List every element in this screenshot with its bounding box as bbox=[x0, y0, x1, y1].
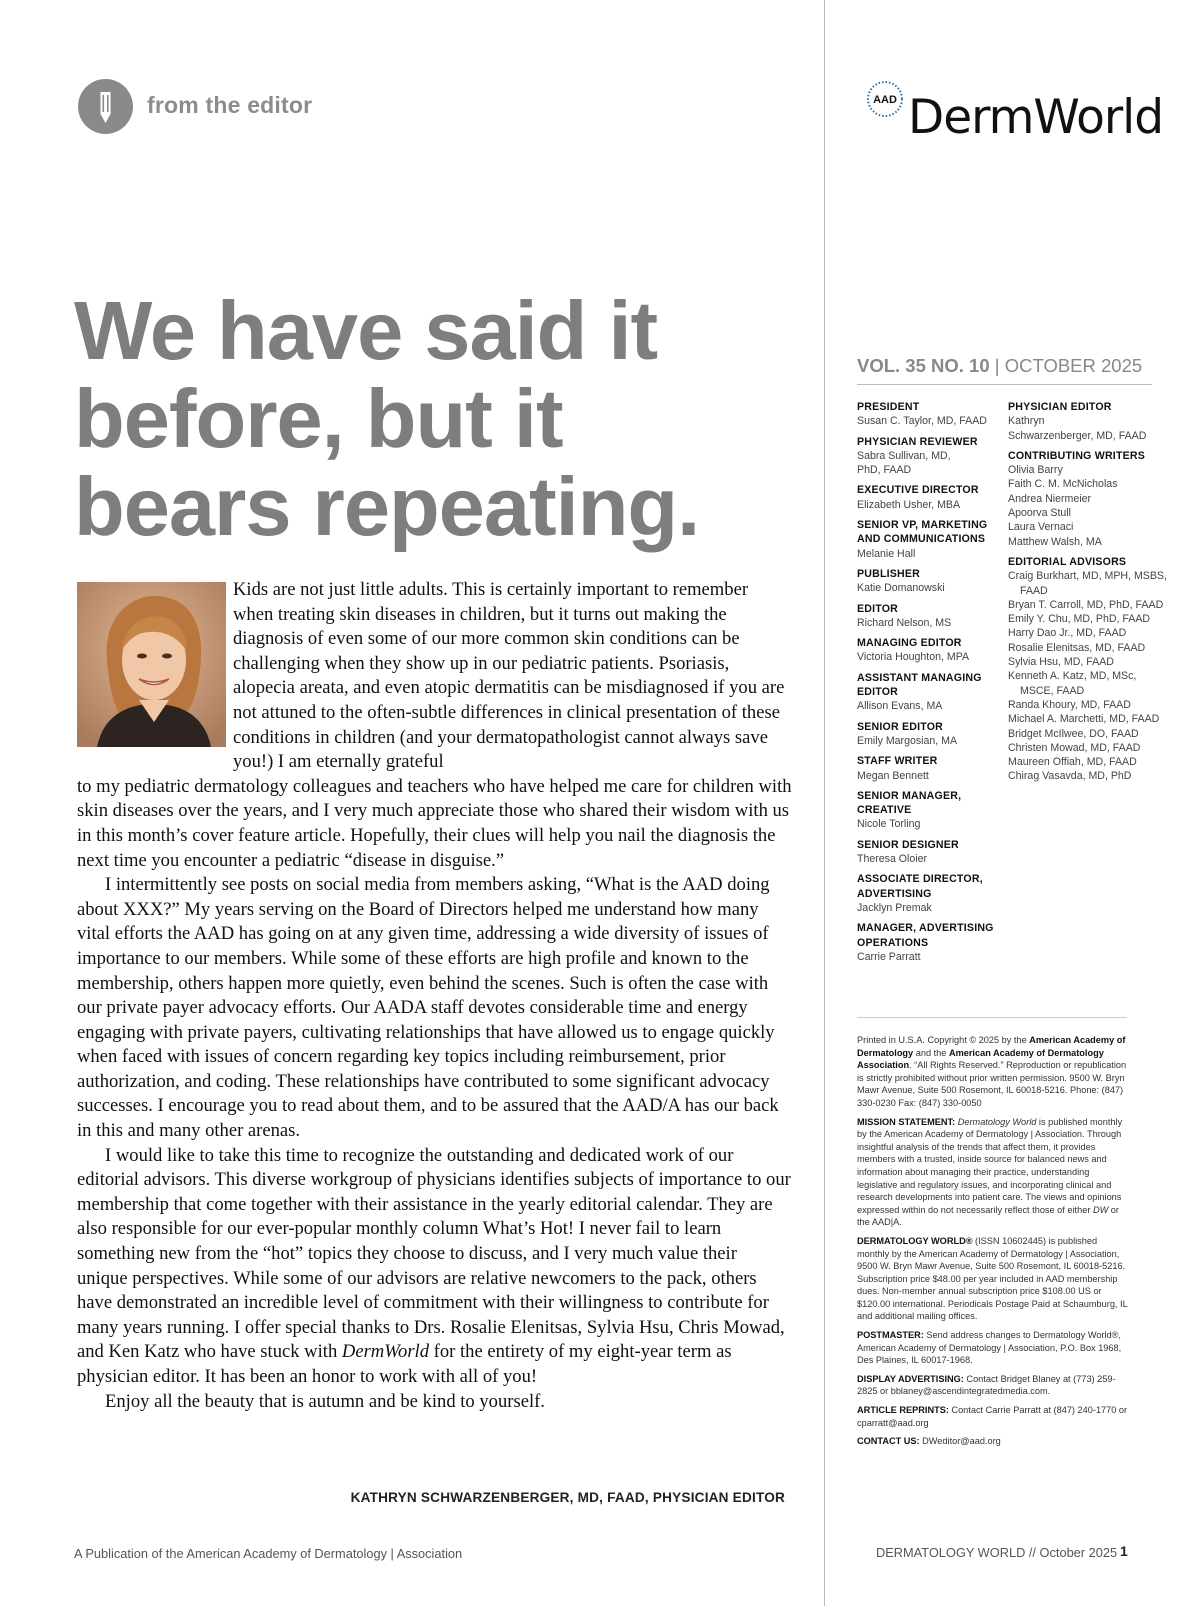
masthead-name: Michael A. Marchetti, MD, FAAD bbox=[1008, 713, 1160, 726]
section-label: from the editor bbox=[147, 92, 313, 118]
masthead-name: Sylvia Hsu, MD, FAAD bbox=[1008, 656, 1114, 669]
article-paragraph: Kids are not just little adults. This is certainly important to remember when treating skin diseases in children, but it turns out making the diagnosis of even some of our more common skin conditions can be challenging when they show up in our pediatric patients. Psoriasis, alopecia areata, and even atopic dermatitis can be misdiagnosed if you are not attuned to the often-subtle differences in clinical presentation of these conditions in children (and your dermatopathologist cannot always save you!) I am eternally grateful bbox=[233, 579, 785, 773]
masthead-name: Apoorva Stull bbox=[1008, 507, 1072, 520]
masthead-role: PUBLISHER bbox=[857, 567, 921, 580]
issue-line bbox=[857, 355, 1142, 377]
footer-issue: DERMATOLOGY WORLD // October 2025 bbox=[876, 1545, 1118, 1560]
masthead-name: Faith C. M. McNicholas bbox=[1008, 478, 1118, 491]
masthead-role: SENIOR MANAGER, CREATIVE bbox=[857, 789, 962, 817]
masthead-role: EDITORIAL ADVISORS bbox=[1008, 555, 1127, 568]
masthead-name: Bridget McIlwee, DO, FAAD bbox=[1008, 727, 1139, 740]
aad-seal-icon bbox=[866, 80, 904, 118]
masthead-role: SENIOR VP, MARKETING AND COMMUNICATIONS bbox=[857, 519, 988, 546]
masthead-name: PhD, FAAD bbox=[857, 464, 912, 477]
masthead-name: Kathryn bbox=[1008, 415, 1045, 428]
display-advertising: DISPLAY ADVERTISING: Contact Bridget Blaney at (773) 259-2825 or bblaney@ascendintegratedmedia.com. bbox=[857, 1373, 1116, 1397]
org-name: American Academy of Dermatology Association bbox=[857, 1047, 1104, 1071]
logo-text: DermWorld bbox=[908, 90, 1164, 145]
org-name: American Academy of Dermatology bbox=[857, 1035, 1126, 1058]
issue-date: OCTOBER 2025 bbox=[1004, 355, 1143, 376]
postmaster-notice: POSTMASTER: Send address changes to Dermatology World®, American Academy of Dermatology | Association, P.O. Box 1968, Des Plaines, IL 60017-1968. bbox=[857, 1330, 1122, 1366]
masthead-role: PRESIDENT bbox=[857, 401, 920, 413]
masthead-role: CONTRIBUTING WRITERS bbox=[1008, 449, 1146, 462]
mission-statement: MISSION STATEMENT: Dermatology World is published monthly by the American Academy of Dermatology | Association. Through insightful analysis of the trends that affect them, it provides members with a trusted, inside source for balanced news and information about managing their practice, understanding legislative and regulatory issues, and incorporating clinical and research developments into patient care. The views and opinions expressed within do not necessarily reflect those of either DW or the AAD|A. bbox=[857, 1116, 1123, 1228]
masthead-name: Chirag Vasavda, MD, PhD bbox=[1008, 770, 1132, 783]
rule bbox=[857, 384, 1152, 385]
pencil-icon bbox=[78, 79, 133, 134]
masthead-name: Jacklyn Premak bbox=[857, 901, 932, 914]
masthead-name: Victoria Houghton, MPA bbox=[857, 651, 970, 664]
masthead-name: Rosalie Elenitsas, MD, FAAD bbox=[1008, 641, 1146, 654]
masthead-name: Schwarzenberger, MD, FAAD bbox=[1008, 429, 1147, 442]
masthead-role: EXECUTIVE DIRECTOR bbox=[857, 484, 979, 497]
masthead-role: EDITOR bbox=[857, 602, 899, 615]
masthead-name: Megan Bennett bbox=[857, 769, 929, 782]
masthead-role: SENIOR EDITOR bbox=[857, 720, 943, 733]
masthead-name: Theresa Oloier bbox=[857, 853, 928, 866]
masthead-right bbox=[1008, 400, 1168, 784]
masthead-role: PHYSICIAN REVIEWER bbox=[857, 435, 978, 448]
masthead-role: PHYSICIAN EDITOR bbox=[1008, 401, 1112, 413]
masthead-name: Laura Vernaci bbox=[1008, 521, 1074, 534]
article-body bbox=[77, 578, 792, 1414]
masthead-name: Richard Nelson, MS bbox=[857, 616, 952, 629]
headline-line: bears repeating. bbox=[74, 460, 700, 553]
rule bbox=[857, 1017, 1127, 1018]
column-divider bbox=[824, 0, 825, 1606]
masthead-role: ASSOCIATE DIRECTOR, ADVERTISING bbox=[857, 873, 983, 900]
masthead-name: Andrea Niermeier bbox=[1008, 492, 1092, 505]
fine-print bbox=[857, 1034, 1129, 1454]
masthead-name: Emily Margosian, MA bbox=[857, 734, 958, 747]
publication-name: DermWorld bbox=[341, 1341, 430, 1363]
masthead-name: Katie Domanowski bbox=[857, 582, 945, 595]
headline-line: We have said it bbox=[74, 284, 658, 377]
article-text: I would like to take this time to recognize the outstanding and dedicated work of our editorial advisors. This diverse workgroup of physicians identifies subjects of importance to our membership that come together with their assistance in the yearly editorial calendar. They are also responsible for our ever-popular monthly column What’s Hot! I never fail to learn something new from the “hot” topics they choose to discuss, and I very much value their unique perspectives. While some of our advisors are relative newcomers to the pack, others have demonstrated an incredible level of commitment with their willingness to contribute for many years running. I offer special thanks to Drs. Rosalie Elenitsas, Sylvia Hsu, Chris Mowad, and Ken Katz who have stuck with bbox=[77, 1144, 791, 1363]
headline-line: before, but it bbox=[74, 372, 563, 465]
article-reprints: ARTICLE REPRINTS: Contact Carrie Parratt at (847) 240-1770 or cparratt@aad.org bbox=[857, 1405, 1128, 1428]
masthead-name: Bryan T. Carroll, MD, PhD, FAAD bbox=[1008, 598, 1164, 611]
masthead-left bbox=[857, 400, 1007, 964]
masthead-name: Carrie Parratt bbox=[857, 950, 921, 963]
page-number: 1 bbox=[1120, 1543, 1128, 1559]
volume-number: VOL. 35 NO. 10 bbox=[857, 355, 990, 376]
article-paragraph: to my pediatric dermatology colleagues and teachers who have helped me care for children with skin diseases over the years, and I very much appreciate those who shared their wisdom with us in this month’s cover feature article. Hopefully, their clues will help you nail the diagnosis the next time you encounter a pediatric “disease in disguise.” bbox=[77, 775, 792, 871]
masthead-name: Maureen Offiah, MD, FAAD bbox=[1008, 756, 1137, 769]
masthead-name: Allison Evans, MA bbox=[857, 700, 943, 713]
masthead-role: STAFF WRITER bbox=[857, 755, 938, 768]
masthead-role: MANAGER, ADVERTISING OPERATIONS bbox=[857, 922, 994, 949]
issue-separator: | bbox=[989, 355, 1005, 376]
masthead-name: Christen Mowad, MD, FAAD bbox=[1008, 741, 1141, 754]
masthead-name: Matthew Walsh, MA bbox=[1008, 535, 1102, 548]
masthead-name: Kenneth A. Katz, MD, MSc, MSCE, FAAD bbox=[1008, 670, 1137, 697]
logo-seal-text: AAD bbox=[873, 94, 897, 106]
masthead-name: Craig Burkhart, MD, MPH, MSBS, FAAD bbox=[1008, 570, 1167, 597]
masthead-name: Susan C. Taylor, MD, FAAD bbox=[857, 415, 987, 428]
masthead-role: ASSISTANT MANAGING EDITOR bbox=[857, 671, 982, 699]
author-signature: KATHRYN SCHWARZENBERGER, MD, FAAD, PHYSICIAN EDITOR bbox=[350, 1490, 785, 1505]
masthead-role: MANAGING EDITOR bbox=[857, 637, 962, 650]
copyright-notice: Printed in U.S.A. Copyright © 2025 by the American Academy of Dermatology and the American Academy of Dermatology Association. “All Rights Reserved.” Reproduction or republication is strictly prohibited without prior written permission. 9500 W. Bryn Mawr Avenue, Suite 500 Rosemont, IL 60018-5216. Phone: (847) 330-0230 Fax: (847) 330-0050 bbox=[857, 1035, 1127, 1108]
masthead-role: SENIOR DESIGNER bbox=[857, 838, 959, 851]
contact-us: CONTACT US: DWeditor@aad.org bbox=[857, 1436, 1001, 1447]
masthead-name: Harry Dao Jr., MD, FAAD bbox=[1008, 627, 1127, 640]
masthead-name: Elizabeth Usher, MBA bbox=[857, 498, 961, 511]
masthead-name: Melanie Hall bbox=[857, 547, 916, 560]
masthead-name: Nicole Torling bbox=[857, 818, 921, 831]
publication-statement: DERMATOLOGY WORLD® (ISSN 10602445) is published monthly by the American Academy of Dermatology | Association, 9500 W. Bryn Mawr Avenue, Suite 500 Rosemont, IL 60018-5216. Subscription price $48.00 per year included in AAD membership dues. Non-member annual subscription price $108.00 US or $120.00 international. Periodicals Postage Paid at Schaumburg, IL and additional mailing offices. bbox=[857, 1235, 1128, 1322]
masthead-name: Sabra Sullivan, MD, bbox=[857, 449, 951, 462]
article-text: for the entirety of my eight-year term as physician editor. It has been an honor to work with all of you! bbox=[77, 1341, 732, 1387]
masthead-name: Randa Khoury, MD, FAAD bbox=[1008, 698, 1131, 711]
article-paragraph bbox=[77, 1144, 792, 1390]
article-paragraph: Enjoy all the beauty that is autumn and be kind to yourself. bbox=[105, 1390, 545, 1412]
headline bbox=[74, 284, 814, 553]
masthead-name: Olivia Barry bbox=[1008, 464, 1063, 477]
masthead-name: Emily Y. Chu, MD, PhD, FAAD bbox=[1008, 613, 1151, 626]
dermworld-logo bbox=[866, 80, 1166, 150]
footer-publisher: A Publication of the American Academy of Dermatology | Association bbox=[74, 1546, 463, 1561]
article-paragraph: I intermittently see posts on social media from members asking, “What is the AAD doing about XXX?” My years serving on the Board of Directors helped me understand how many vital efforts the AAD has going on at any given time, addressing a wide diversity of issues of importance to our members. While some of these efforts are high profile and known to the membership, others happen more quietly, even behind the scenes. Such is often the case with our private payer advocacy efforts. Our AADA staff devotes considerable time and energy engaging with private payers, cultivating relationships that have allowed us to engage quickly when faced with issues of concern regarding key topics including reimbursement, prior authorization, and coding. These relationships have contributed to some significant advocacy successes. I encourage you to read about them, and to be assured that the AAD/A has our back in this and many other arenas. bbox=[77, 874, 779, 1142]
